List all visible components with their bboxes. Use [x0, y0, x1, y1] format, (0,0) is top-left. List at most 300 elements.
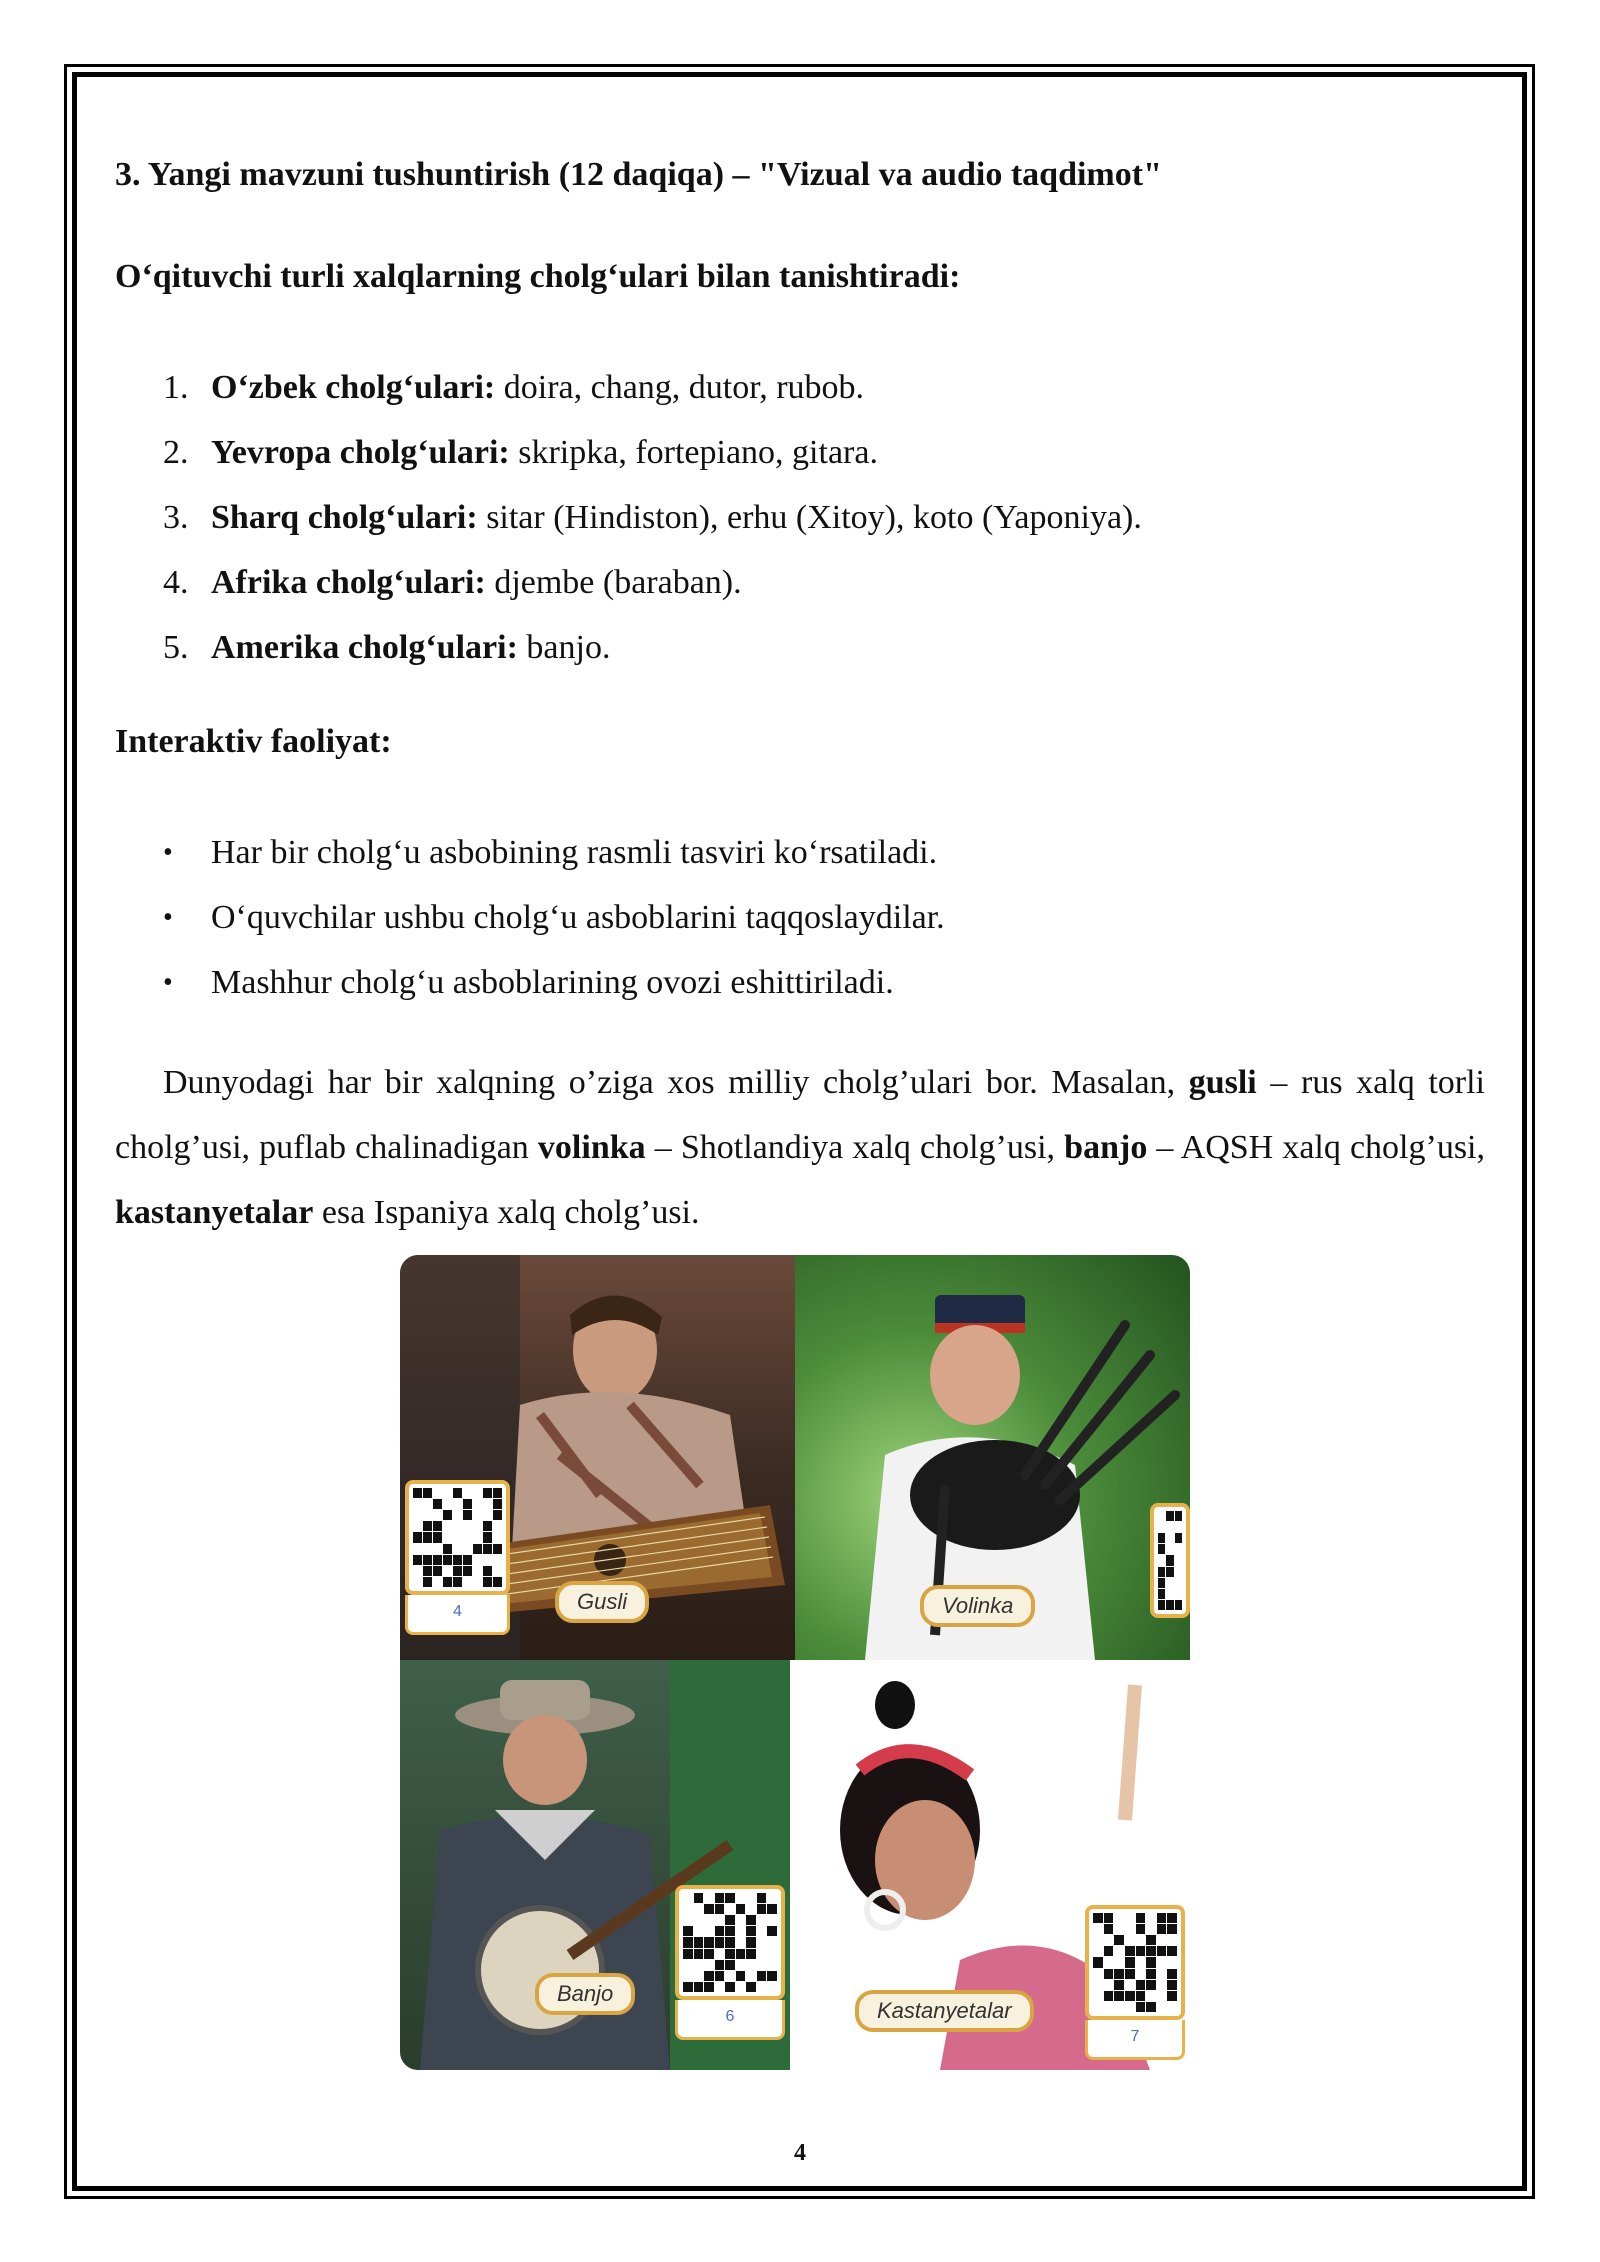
qr-cell [473, 1577, 482, 1587]
qr-cell [704, 1982, 714, 1992]
qr-cell [1166, 1511, 1173, 1521]
qr-cell [413, 1544, 422, 1554]
list-item-text: Mashhur cholg‘u asboblarining ovozi eshittiriladi. [211, 964, 894, 1001]
list-item-text: djembe (baraban). [485, 564, 742, 601]
text-run: – Shotlandiya xalq cholg’usi, [645, 1129, 1065, 1166]
qr-cell [423, 1499, 432, 1509]
qr-cell [1125, 1980, 1135, 1990]
qr-cell [463, 1521, 472, 1531]
qr-cell [493, 1499, 502, 1509]
qr-cell [1157, 1946, 1167, 1956]
qr-cell [1146, 1913, 1156, 1923]
qr-cell [423, 1566, 432, 1576]
qr-cell [746, 1949, 756, 1959]
qr-cell [443, 1544, 452, 1554]
qr-number-kastanyetalar: 7 [1085, 2020, 1185, 2060]
qr-cell [767, 1904, 777, 1914]
list-number: 4. [163, 564, 189, 601]
qr-code-gusli [405, 1480, 510, 1595]
qr-cell [443, 1510, 452, 1520]
qr-cell [1114, 1913, 1124, 1923]
qr-cell [433, 1577, 442, 1587]
qr-cell [704, 1960, 714, 1970]
qr-cell [767, 1982, 777, 1992]
qr-cell [1157, 1913, 1167, 1923]
qr-cell [433, 1488, 442, 1498]
qr-cell [746, 1960, 756, 1970]
qr-cell [443, 1555, 452, 1565]
list-item-text: sitar (Hindiston), erhu (Xitoy), koto (Yaponiya). [477, 499, 1142, 536]
qr-cell [1146, 1924, 1156, 1934]
qr-cell [413, 1521, 422, 1531]
qr-cell [1093, 1969, 1103, 1979]
qr-cell [725, 1960, 735, 1970]
qr-cell [1175, 1555, 1182, 1565]
qr-cell [746, 1893, 756, 1903]
qr-cell [483, 1566, 492, 1576]
qr-cell [683, 1915, 693, 1925]
qr-cell [423, 1532, 432, 1542]
list-number: 2. [163, 434, 189, 471]
qr-cell [694, 1937, 704, 1947]
qr-cell [694, 1904, 704, 1914]
qr-cell [757, 1926, 767, 1936]
qr-cell [493, 1555, 502, 1565]
qr-cell [433, 1555, 442, 1565]
qr-cell [746, 1926, 756, 1936]
qr-cell [453, 1555, 462, 1565]
qr-cell [493, 1510, 502, 1520]
qr-cell [443, 1577, 452, 1587]
qr-cell [423, 1510, 432, 1520]
list-item-title: O‘zbek cholg‘ulari: [211, 369, 496, 406]
qr-cell [483, 1555, 492, 1565]
qr-cell [1158, 1567, 1165, 1577]
qr-cell [1114, 1991, 1124, 2001]
qr-cell [453, 1488, 462, 1498]
qr-cell [704, 1893, 714, 1903]
qr-cell [473, 1488, 482, 1498]
qr-cell [1093, 2002, 1103, 2012]
list-item [115, 950, 945, 1015]
qr-cell [1125, 1946, 1135, 1956]
qr-cell [757, 1949, 767, 1959]
qr-cell [1125, 1913, 1135, 1923]
qr-cell [1157, 1991, 1167, 2001]
text-run: Dunyodagi har bir xalqning o’ziga xos milliy cholg’ulari bor. Masalan, [163, 1064, 1189, 1101]
qr-cell [736, 1971, 746, 1981]
qr-cell [725, 1893, 735, 1903]
qr-cell [683, 1926, 693, 1936]
qr-cell [736, 1982, 746, 1992]
qr-cell [433, 1510, 442, 1520]
qr-cell [433, 1566, 442, 1576]
qr-cell [1093, 1913, 1103, 1923]
qr-cell [694, 1982, 704, 1992]
qr-cell [767, 1926, 777, 1936]
qr-code-banjo [675, 1885, 785, 2000]
qr-cell [433, 1521, 442, 1531]
activity-list [115, 820, 945, 1015]
qr-cell [1136, 1957, 1146, 1967]
qr-cell [704, 1904, 714, 1914]
qr-cell [1166, 1544, 1173, 1554]
body-paragraph [115, 1050, 1485, 1245]
qr-cell [1114, 1924, 1124, 1934]
qr-cell [715, 1971, 725, 1981]
qr-cell [746, 1937, 756, 1947]
qr-cell [704, 1971, 714, 1981]
bold-term: banjo [1064, 1129, 1148, 1166]
list-item [115, 485, 1142, 550]
list-item [115, 355, 1142, 420]
qr-cell [1093, 1991, 1103, 2001]
qr-number-banjo: 6 [675, 2000, 785, 2040]
qr-cell [473, 1532, 482, 1542]
qr-cell [413, 1510, 422, 1520]
qr-cell [463, 1577, 472, 1587]
qr-cell [736, 1915, 746, 1925]
qr-cell [694, 1949, 704, 1959]
intro-heading: O‘qituvchi turli xalqlarning cholg‘ulari bilan tanishtiradi: [115, 258, 961, 295]
qr-cell [757, 1960, 767, 1970]
qr-cell [694, 1926, 704, 1936]
qr-cell [493, 1566, 502, 1576]
qr-cell [1167, 1969, 1177, 1979]
qr-cell [453, 1544, 462, 1554]
text-run: – rus xalq torli cholg’usi, puflab chalinadigan [115, 1064, 1485, 1166]
qr-cell [1125, 1935, 1135, 1945]
qr-cell [453, 1532, 462, 1542]
list-item-text: O‘quvchilar ushbu cholg‘u asboblarini taqqoslaydilar. [211, 899, 945, 936]
qr-cell [1166, 1522, 1173, 1532]
qr-cell [1146, 1935, 1156, 1945]
qr-cell [453, 1577, 462, 1587]
qr-cell [463, 1566, 472, 1576]
qr-cell [473, 1555, 482, 1565]
qr-cell [715, 1915, 725, 1925]
qr-cell [746, 1982, 756, 1992]
qr-cell [1167, 2002, 1177, 2012]
qr-cell [1114, 1946, 1124, 1956]
qr-cell [1175, 1544, 1182, 1554]
qr-cell [1175, 1522, 1182, 1532]
qr-cell [473, 1510, 482, 1520]
qr-cell [725, 1926, 735, 1936]
qr-cell [413, 1488, 422, 1498]
bullet-icon: • [163, 837, 173, 868]
qr-cell [683, 1893, 693, 1903]
qr-cell [1157, 1969, 1167, 1979]
qr-cell [715, 1960, 725, 1970]
qr-cell [483, 1544, 492, 1554]
qr-cell [1104, 1980, 1114, 1990]
qr-cell [704, 1915, 714, 1925]
list-item-title: Afrika cholg‘ulari: [211, 564, 486, 601]
qr-cell [715, 1982, 725, 1992]
qr-cell [1125, 1924, 1135, 1934]
qr-cell [767, 1893, 777, 1903]
qr-cell [1175, 1533, 1182, 1543]
qr-cell [1157, 1935, 1167, 1945]
page-number: 4 [794, 2140, 806, 2166]
qr-cell [483, 1510, 492, 1520]
qr-cell [483, 1499, 492, 1509]
qr-cell [715, 1893, 725, 1903]
qr-cell [473, 1521, 482, 1531]
qr-cell [704, 1937, 714, 1947]
qr-cell [767, 1960, 777, 1970]
qr-cell [1114, 1935, 1124, 1945]
qr-cell [746, 1904, 756, 1914]
bold-term: volinka [537, 1129, 646, 1166]
activity-heading: Interaktiv faoliyat: [115, 723, 392, 760]
list-item [115, 820, 945, 885]
qr-code-kastanyetalar [1085, 1905, 1185, 2020]
qr-cell [1146, 1946, 1156, 1956]
instrument-list [115, 355, 1142, 680]
qr-cell [1146, 1980, 1156, 1990]
qr-cell [694, 1960, 704, 1970]
qr-cell [1125, 2002, 1135, 2012]
qr-cell [736, 1949, 746, 1959]
qr-cell [1157, 2002, 1167, 2012]
qr-cell [423, 1555, 432, 1565]
qr-cell [1158, 1555, 1165, 1565]
qr-cell [1167, 1957, 1177, 1967]
qr-cell [1175, 1578, 1182, 1588]
qr-cell [463, 1544, 472, 1554]
qr-cell [493, 1577, 502, 1587]
qr-cell [1104, 2002, 1114, 2012]
list-item-text: doira, chang, dutor, rubob. [495, 369, 865, 406]
qr-cell [423, 1488, 432, 1498]
list-item-text: banjo. [517, 629, 611, 666]
qr-cell [1167, 1980, 1177, 1990]
qr-cell [1125, 1991, 1135, 2001]
qr-cell [473, 1499, 482, 1509]
qr-cell [1166, 1578, 1173, 1588]
qr-cell [683, 1904, 693, 1914]
qr-cell [1158, 1589, 1165, 1599]
list-item-text: Har bir cholg‘u asbobining rasmli tasviri ko‘rsatiladi. [211, 834, 938, 871]
text-run: – AQSH xalq cholg’usi, [1147, 1129, 1485, 1166]
qr-cell [1166, 1567, 1173, 1577]
qr-cell [473, 1566, 482, 1576]
list-item-title: Sharq cholg‘ulari: [211, 499, 478, 536]
qr-cell [1093, 1924, 1103, 1934]
qr-cell [1104, 1913, 1114, 1923]
qr-cell [736, 1960, 746, 1970]
qr-cell [453, 1566, 462, 1576]
qr-cell [683, 1949, 693, 1959]
qr-cell [757, 1904, 767, 1914]
qr-cell [767, 1949, 777, 1959]
qr-cell [767, 1915, 777, 1925]
qr-cell [453, 1499, 462, 1509]
qr-cell [413, 1577, 422, 1587]
qr-cell [1158, 1544, 1165, 1554]
qr-cell [683, 1960, 693, 1970]
qr-cell [1167, 1913, 1177, 1923]
list-item-title: Yevropa cholg‘ulari: [211, 434, 510, 471]
qr-cell [1104, 1991, 1114, 2001]
qr-cell [736, 1893, 746, 1903]
qr-cell [715, 1926, 725, 1936]
qr-cell [463, 1499, 472, 1509]
list-item [115, 550, 1142, 615]
qr-cell [715, 1904, 725, 1914]
qr-cell [413, 1499, 422, 1509]
text-run: esa Ispaniya xalq cholg’usi. [313, 1194, 700, 1231]
qr-cell [736, 1904, 746, 1914]
qr-cell [1175, 1511, 1182, 1521]
list-number: 1. [163, 369, 189, 406]
list-number: 5. [163, 629, 189, 666]
qr-cell [433, 1499, 442, 1509]
qr-cell [694, 1915, 704, 1925]
qr-cell [1136, 1924, 1146, 1934]
qr-cell [746, 1971, 756, 1981]
qr-cell [483, 1577, 492, 1587]
qr-cell [1157, 1980, 1167, 1990]
qr-cell [725, 1904, 735, 1914]
qr-cell [473, 1544, 482, 1554]
label-gusli: Gusli [555, 1581, 649, 1623]
qr-cell [1114, 2002, 1124, 2012]
label-banjo: Banjo [535, 1973, 635, 2015]
qr-cell [423, 1577, 432, 1587]
qr-cell [736, 1926, 746, 1936]
qr-cell [443, 1499, 452, 1509]
qr-cell [694, 1893, 704, 1903]
qr-cell [1136, 1980, 1146, 1990]
qr-cell [463, 1555, 472, 1565]
qr-cell [443, 1521, 452, 1531]
section-heading: 3. Yangi mavzuni tushuntirish (12 daqiqa) – "Vizual va audio taqdimot" [115, 156, 1162, 193]
qr-cell [1136, 1913, 1146, 1923]
qr-cell [1158, 1533, 1165, 1543]
qr-cell [413, 1555, 422, 1565]
qr-cell [1157, 1957, 1167, 1967]
qr-cell [725, 1937, 735, 1947]
qr-cell [423, 1544, 432, 1554]
qr-cell [1136, 1969, 1146, 1979]
qr-cell [1136, 1991, 1146, 2001]
qr-cell [1104, 1946, 1114, 1956]
instruments-photo [400, 1255, 1190, 2070]
qr-cell [725, 1915, 735, 1925]
qr-cell [1136, 2002, 1146, 2012]
list-item [115, 420, 1142, 485]
qr-cell [767, 1971, 777, 1981]
qr-cell [1167, 1991, 1177, 2001]
qr-cell [1136, 1935, 1146, 1945]
qr-cell [704, 1926, 714, 1936]
qr-cell [1158, 1578, 1165, 1588]
qr-cell [1146, 2002, 1156, 2012]
qr-cell [1114, 1957, 1124, 1967]
qr-cell [433, 1532, 442, 1542]
bold-term: gusli [1188, 1064, 1257, 1101]
qr-cell [433, 1544, 442, 1554]
qr-cell [1104, 1969, 1114, 1979]
qr-cell [483, 1532, 492, 1542]
qr-cell [1166, 1533, 1173, 1543]
qr-cell [1175, 1600, 1182, 1610]
qr-cell [736, 1937, 746, 1947]
qr-cell [715, 1937, 725, 1947]
qr-cell [725, 1971, 735, 1981]
qr-cell [1175, 1589, 1182, 1599]
list-number: 3. [163, 499, 189, 536]
qr-number-gusli: 4 [405, 1595, 510, 1635]
qr-cell [694, 1971, 704, 1981]
qr-cell [493, 1521, 502, 1531]
qr-cell [1157, 1924, 1167, 1934]
qr-cell [1146, 1969, 1156, 1979]
bold-term: kastanyetalar [115, 1194, 314, 1231]
label-kastanyetalar: Kastanyetalar [855, 1990, 1034, 2032]
qr-cell [423, 1521, 432, 1531]
qr-cell [1175, 1567, 1182, 1577]
qr-cell [493, 1544, 502, 1554]
label-volinka: Volinka [920, 1585, 1035, 1627]
qr-cell [1167, 1946, 1177, 1956]
qr-cell [443, 1566, 452, 1576]
qr-cell [1125, 1957, 1135, 1967]
list-item [115, 885, 945, 950]
list-item-title: Amerika cholg‘ulari: [211, 629, 518, 666]
qr-cell [1167, 1924, 1177, 1934]
qr-cell [767, 1937, 777, 1947]
qr-cell [1093, 1980, 1103, 1990]
qr-cell [493, 1488, 502, 1498]
qr-cell [757, 1982, 767, 1992]
qr-cell [1114, 1980, 1124, 1990]
qr-cell [453, 1510, 462, 1520]
qr-cell [1104, 1957, 1114, 1967]
qr-cell [1158, 1600, 1165, 1610]
qr-cell [704, 1949, 714, 1959]
list-item [115, 615, 1142, 680]
qr-cell [683, 1937, 693, 1947]
qr-cell [746, 1915, 756, 1925]
qr-cell [1093, 1946, 1103, 1956]
qr-cell [1166, 1589, 1173, 1599]
qr-cell [413, 1532, 422, 1542]
qr-cell [1166, 1555, 1173, 1565]
qr-cell [443, 1532, 452, 1542]
qr-cell [1093, 1935, 1103, 1945]
qr-cell [757, 1915, 767, 1925]
qr-cell [715, 1949, 725, 1959]
qr-cell [725, 1949, 735, 1959]
qr-cell [1093, 1957, 1103, 1967]
list-item-text: skripka, fortepiano, gitara. [509, 434, 878, 471]
qr-cell [483, 1488, 492, 1498]
qr-cell [493, 1532, 502, 1542]
qr-cell [1158, 1511, 1165, 1521]
qr-cell [1136, 1946, 1146, 1956]
qr-cell [1167, 1935, 1177, 1945]
qr-cell [413, 1566, 422, 1576]
qr-cell [483, 1521, 492, 1531]
qr-cell [1125, 1969, 1135, 1979]
qr-cell [463, 1510, 472, 1520]
qr-cell [1146, 1991, 1156, 2001]
qr-cell [757, 1971, 767, 1981]
